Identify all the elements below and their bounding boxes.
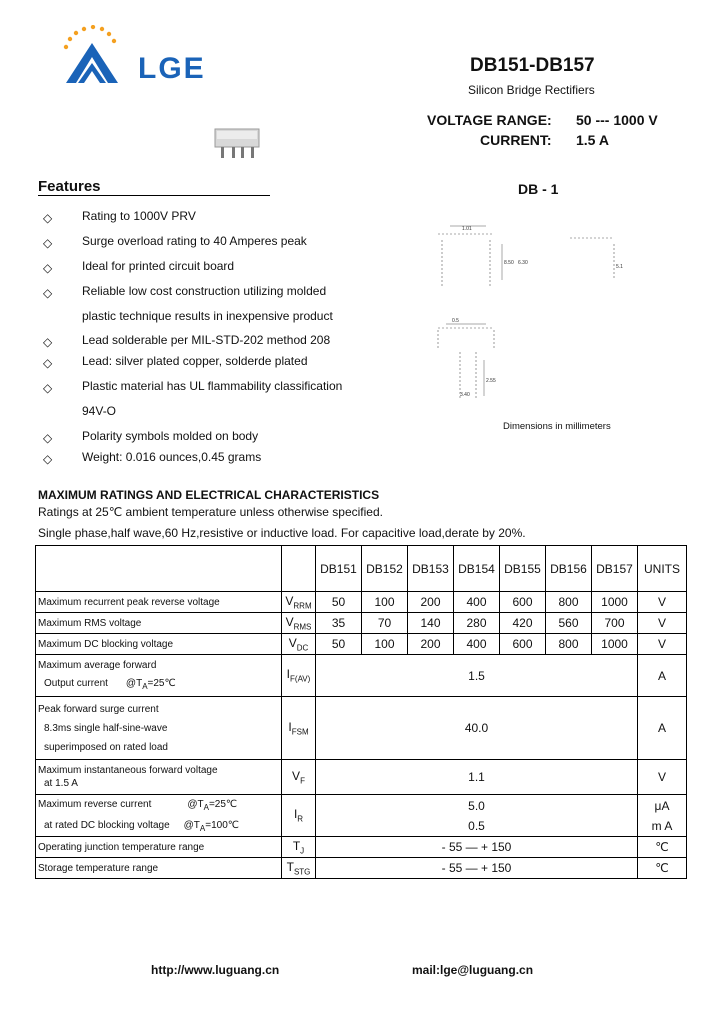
value-cell: 50 — [316, 592, 362, 613]
value-cell: 800 — [546, 592, 592, 613]
param-label: Maximum DC blocking voltage — [36, 634, 282, 655]
param-symbol: $I_{F(AV)}$ — [282, 655, 316, 697]
param-symbol: $T_{STG}$ — [282, 858, 316, 879]
value-cell: 1.1 — [316, 760, 638, 795]
footer-website[interactable]: http://www.luguang.cn — [151, 963, 280, 977]
value-line: 0.5 — [468, 818, 485, 833]
page-title: DB151-DB157 — [470, 55, 595, 76]
value-cell: 200 — [408, 592, 454, 613]
param-label-line: 8.3ms single half-sine-wave — [44, 722, 168, 734]
dim-label: 1.01 — [462, 226, 472, 232]
value-cell: 700 — [592, 613, 638, 634]
dim-label: 3.40 — [460, 392, 470, 398]
feature-item: plastic technique results in inexpensive product — [82, 309, 333, 323]
bullet-diamond-icon: ◇ — [43, 286, 53, 300]
bullet-diamond-icon: ◇ — [43, 211, 53, 225]
ratings-note: Single phase,half wave,60 Hz,resistive or inductive load. For capacitive load,derate by 20%. — [38, 526, 526, 540]
ratings-heading: MAXIMUM RATINGS AND ELECTRICAL CHARACTERISTICS — [38, 488, 380, 502]
table-header-row — [36, 546, 687, 592]
value-cell: 800 — [546, 634, 592, 655]
feature-item: 94V-O — [82, 404, 117, 418]
feature-item: Weight: 0.016 ounces,0.45 grams — [82, 450, 262, 464]
value-cell: 1000 — [592, 634, 638, 655]
value-cell: 1.5 — [316, 655, 638, 697]
param-label-line: at 1.5 A — [44, 778, 78, 789]
feature-item: Ideal for printed circuit board — [82, 259, 235, 273]
table-row — [36, 697, 687, 760]
part-header: DB151 — [316, 546, 362, 592]
table-row — [36, 592, 687, 613]
table-row — [36, 634, 687, 655]
header-blank — [36, 546, 282, 592]
value-cell: 100 — [362, 634, 408, 655]
param-symbol: $T_J$ — [282, 837, 316, 858]
param-label-line: superimposed on rated load — [44, 741, 168, 753]
value-cell: 35 — [316, 613, 362, 634]
param-label: Operating junction temperature range — [36, 837, 282, 858]
part-header: DB157 — [592, 546, 638, 592]
feature-item: Surge overload rating to 40 Amperes peak — [82, 234, 307, 248]
table-row — [36, 858, 687, 879]
unit-cell: A — [638, 697, 687, 760]
part-header: DB155 — [500, 546, 546, 592]
unit-cell: ℃ — [638, 858, 687, 879]
voltage-label: VOLTAGE RANGE: — [427, 112, 552, 128]
unit-cell: ℃ — [638, 837, 687, 858]
param-label-line: Peak forward surge current — [38, 703, 159, 715]
param-label — [36, 655, 282, 697]
package-name: DB - 1 — [518, 181, 559, 197]
value-cell: 40.0 — [316, 697, 638, 760]
unit-cell: V — [638, 760, 687, 795]
value-cell: - 55 — + 150 — [316, 858, 638, 879]
bullet-diamond-icon: ◇ — [43, 381, 53, 395]
bullet-diamond-icon: ◇ — [43, 261, 53, 275]
feature-item: Plastic material has UL flammability classification — [82, 379, 343, 393]
value-cell: 100 — [362, 592, 408, 613]
dim-label: 8.50 — [504, 260, 514, 266]
value-cell: 200 — [408, 634, 454, 655]
package-drawing — [430, 220, 630, 405]
part-header: DB156 — [546, 546, 592, 592]
bullet-diamond-icon: ◇ — [43, 452, 53, 466]
value-cell: 280 — [454, 613, 500, 634]
param-label: Storage temperature range — [36, 858, 282, 879]
feature-item: Rating to 1000V PRV — [82, 209, 196, 223]
unit-line: m A — [651, 818, 673, 833]
bullet-diamond-icon: ◇ — [43, 431, 53, 445]
param-symbol: $V_F$ — [282, 760, 316, 795]
feature-item: Lead: silver plated copper, solderde plated — [82, 354, 308, 368]
param-symbol: $V_{RMS}$ — [282, 613, 316, 634]
bullet-diamond-icon: ◇ — [43, 335, 53, 349]
bullet-diamond-icon: ◇ — [43, 356, 53, 370]
header-blank — [282, 546, 316, 592]
param-label-line: Maximum reverse current $@T_A=25℃$ — [38, 798, 238, 812]
value-cell: 70 — [362, 613, 408, 634]
unit-cell — [638, 795, 687, 837]
feature-item: Lead solderable per MIL-STD-202 method 208 — [82, 333, 331, 347]
units-header: UNITS — [638, 546, 687, 592]
param-label — [36, 760, 282, 795]
table-row — [36, 760, 687, 795]
value-cell: 1000 — [592, 592, 638, 613]
param-symbol: $V_{RRM}$ — [282, 592, 316, 613]
value-cell — [316, 795, 638, 837]
feature-item: Polarity symbols molded on body — [82, 429, 259, 443]
unit-line: μA — [654, 798, 670, 813]
param-label-line: at rated DC blocking voltage $@T_A=100℃$ — [44, 819, 239, 833]
param-symbol: $V_{DC}$ — [282, 634, 316, 655]
value-cell: 140 — [408, 613, 454, 634]
lge-logo-icon — [60, 25, 135, 87]
footer-email[interactable]: mail:lge@luguang.cn — [412, 963, 534, 977]
param-label-line: Maximum instantaneous forward voltage — [38, 765, 218, 776]
table-row — [36, 795, 687, 837]
unit-cell: V — [638, 613, 687, 634]
bullet-diamond-icon: ◇ — [43, 236, 53, 250]
value-line: 5.0 — [468, 798, 485, 813]
table-row — [36, 837, 687, 858]
value-cell: - 55 — + 150 — [316, 837, 638, 858]
dim-label: 2.55 — [486, 378, 496, 384]
value-cell: 600 — [500, 634, 546, 655]
param-label-line: Maximum average forward — [38, 660, 157, 671]
part-header: DB154 — [454, 546, 500, 592]
value-cell: 400 — [454, 634, 500, 655]
voltage-value: 50 --- 1000 V — [576, 112, 658, 128]
dim-label: 6.30 — [518, 260, 528, 266]
ratings-note: Ratings at 25℃ ambient temperature unless otherwise specified. — [38, 505, 383, 519]
unit-cell: A — [638, 655, 687, 697]
value-cell: 50 — [316, 634, 362, 655]
feature-item: Reliable low cost construction utilizing molded — [82, 284, 327, 298]
unit-cell: V — [638, 634, 687, 655]
value-cell: 560 — [546, 613, 592, 634]
param-label — [36, 795, 282, 837]
unit-cell: V — [638, 592, 687, 613]
current-value: 1.5 A — [576, 132, 609, 148]
component-image — [213, 125, 261, 160]
param-symbol: $I_{FSM}$ — [282, 697, 316, 760]
part-header: DB153 — [408, 546, 454, 592]
ratings-table — [35, 545, 687, 879]
page-subtitle: Silicon Bridge Rectifiers — [468, 83, 595, 97]
dimension-note: Dimensions in millimeters — [503, 421, 611, 432]
current-label: CURRENT: — [480, 132, 552, 148]
param-label: Maximum RMS voltage — [36, 613, 282, 634]
param-symbol: $I_R$ — [282, 795, 316, 837]
dim-label: 5.1 — [616, 264, 623, 270]
value-cell: 400 — [454, 592, 500, 613]
value-cell: 600 — [500, 592, 546, 613]
param-label-line: Output current $@T_A=25℃$ — [44, 678, 176, 691]
brand-name: LGE — [138, 52, 206, 85]
param-label — [36, 697, 282, 760]
dim-label: 0.5 — [452, 318, 459, 324]
table-row — [36, 613, 687, 634]
features-heading: Features — [38, 178, 270, 196]
table-row — [36, 655, 687, 697]
part-header: DB152 — [362, 546, 408, 592]
value-cell: 420 — [500, 613, 546, 634]
param-label: Maximum recurrent peak reverse voltage — [36, 592, 282, 613]
